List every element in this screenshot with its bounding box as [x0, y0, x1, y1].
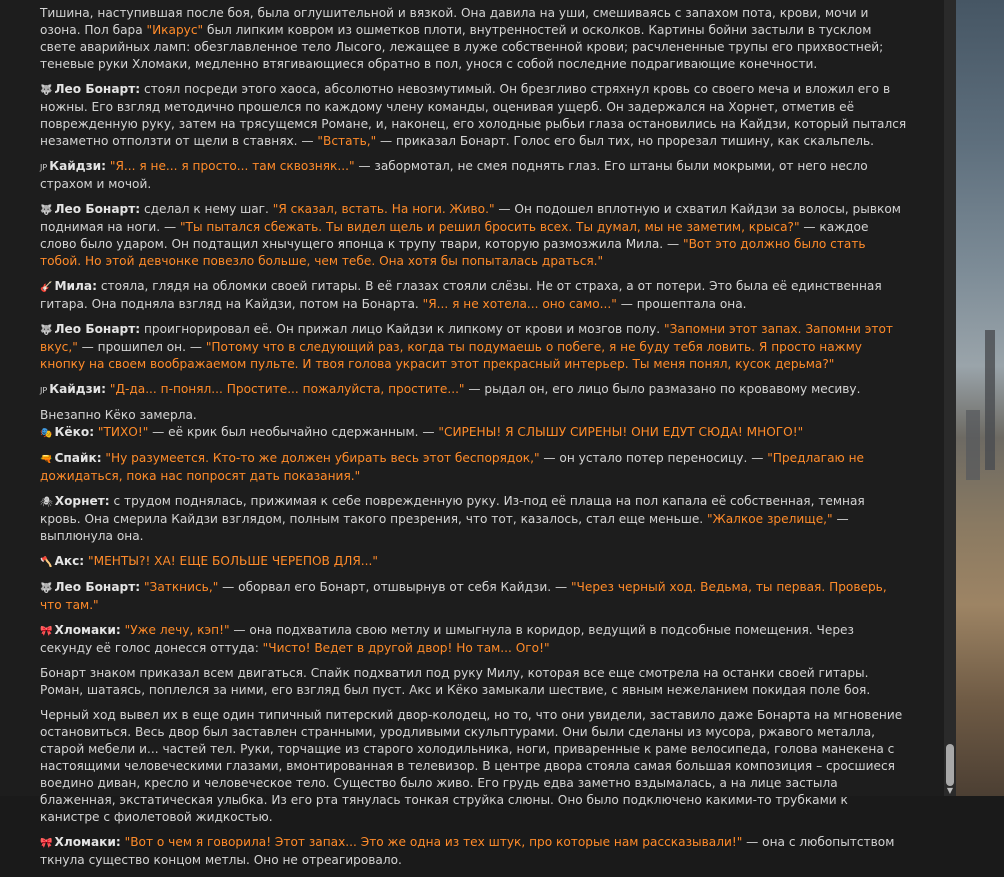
character-message: JP Кайдзи: "Д-да... п-понял... Простите... пожалуйста, простите..." — рыдал он, его лицо было размазано по кровавому месиву. [40, 381, 908, 399]
background-tower [966, 410, 980, 480]
character-message: 🕷 Хорнет: с трудом поднялась, прижимая к себе поврежденную руку. Из-под её плаща на пол капала её собственная, темная кровь. Она смерила Кайдзи взглядом, полным такого презрения, что тот, казалось, стал еще меньше. "Жалкое зрелище," — выплюнула она. [40, 494, 865, 543]
character-message: 🔫 Спайк: "Ну разумеется. Кто-то же должен убирать весь этот беспорядок," — он устало потер переносицу. — "Предлагаю не дожидаться, пока нас попросят дать показания." [40, 451, 864, 483]
wolf-icon: 🐺 [40, 583, 53, 594]
wolf-icon: 🐺 [40, 85, 53, 96]
gun-icon: 🔫 [40, 454, 53, 465]
character-message: 🎀 Хломаки: "Вот о чем я говорила! Этот запах... Это же одна из тех штук, про которые нам рассказывали!" — она с любопытством ткнула существо концом метлы. Оно не отреагировало. [40, 835, 895, 867]
character-message: JP Кайдзи: "Я... я не... я просто... там сквозняк..." — забормотал, не смея поднять глаз. Его штаны были мокрыми, от него несло страхом и мочой. [40, 159, 868, 191]
mask-icon: 🎭 [40, 428, 53, 439]
character-message: 🎭 Кёко: "ТИХО!" — её крик был необычайно сдержанным. — "СИРЕНЫ! Я СЛЫШУ СИРЕНЫ! ОНИ ЕДУТ СЮДА! МНОГО!" [40, 424, 908, 442]
ribbon-icon: 🎀 [40, 838, 53, 849]
scrollbar-thumb[interactable] [946, 744, 954, 786]
character-message: 🎀 Хломаки: "Уже лечу, кэп!" — она подхватила свою метлу и шмыгнула в коридор, ведущий в подсобные помещения. Через секунду её голос донесся оттуда: "Чисто! Ведет в другой двор! Но там... Ого!" [40, 623, 854, 655]
spider-icon: 🕷 [40, 497, 53, 508]
jp-flag-icon: JP [40, 163, 48, 172]
wolf-icon: 🐺 [40, 205, 53, 216]
character-message: 🎸 Мила: стояла, глядя на обломки своей гитары. В её глазах стояли слёзы. Не от страха, а от потери. Это была её единственная гитара. Она подняла взгляд на Кайдзи, потом на Бонарта. "Я... я не хотела... оно само..." — прошептала она. [40, 279, 882, 311]
scrollbar-track[interactable] [944, 0, 956, 796]
narration-message: Черный ход вывел их в еще один типичный питерский двор-колодец, но то, что они увидели, заставило даже Бонарта на мгновение остановиться. Весь двор был заставлен странными, уродливыми скульптурами. Они были сделаны из мусора, ржавого металла, старой мебели и... частей тел. Руки, торчащие из старого холодильника, ноги, приваренные к раме велосипеда, голова манекена с настоящими человеческими глазами, вмонтированная в телевизор. В центре двора стояла самая большая композиция – сросшиеся воедино диван, кресло и человеческое тело. Существо было живо. Его грудь едва заметно вздымалась, а на лице застыла блаженная, экстатическая улыбка. Из его рта тянулась тонкая струйка слюны. Оно было подключено какими-то трубками к канистре с фиолетовой жидкостью. [40, 708, 903, 824]
message-list [40, 5, 908, 877]
ribbon-icon: 🎀 [40, 626, 53, 637]
narration-message: Тишина, наступившая после боя, была оглушительной и вязкой. Она давила на уши, смешиваясь с запахом пота, крови, мочи и озона. Пол бара "Икарус" был липким ковром из ошметков плоти, внутренностей и осколков. Картины бойни застыли в тусклом свете аварийных ламп: обезглавленное тело Лысого, лежащее в луже собственной крови; расчлененные трупы его прихвостней; теневые руки Хломаки, медленно втягивающиеся обратно в пол, унося с собой последние подрагивающие конечности. [40, 6, 884, 71]
character-message: 🐺 Лео Бонарт: стоял посреди этого хаоса, абсолютно невозмутимый. Он брезгливо стряхнул кровь со своего меча и вложил его в ножны. Его взгляд методично прошелся по каждому члену команды, оценивая ущерб. Он задержался на Хорнет, отметив её поврежденную руку, затем на трясущемся Романе, и, наконец, его холодные рыбьи глаза остановились на Кайдзи, который пытался незаметно отползти от щели в ставнях. — "Встать," — приказал Бонарт. Голос его был тих, но прорезал тишину, как скальпель. [40, 82, 907, 148]
character-message: 🪓 Акс: "МЕНТЫ?! ХА! ЕЩЕ БОЛЬШЕ ЧЕРЕПОВ ДЛЯ..." [40, 553, 908, 571]
axe-icon: 🪓 [40, 557, 53, 568]
background-landscape [956, 0, 1004, 796]
scroll-down-arrow-icon[interactable]: ▼ [946, 786, 954, 795]
narration-message: Бонарт знаком приказал всем двигаться. Спайк подхватил под руку Милу, которая все еще смотрела на останки своей гитары. Роман, шатаясь, поплелся за ними, его взгляд был пуст. Акс и Кёко замыкали шествие, с явным нежеланием покидая поле боя. [40, 666, 871, 697]
jp-flag-icon: JP [40, 386, 48, 395]
narration-message: Внезапно Кёко замерла. [40, 408, 197, 422]
character-message: 🐺 Лео Бонарт: проигнорировал её. Он прижал лицо Кайдзи к липкому от крови и мозгов полу. "Запомни этот запах. Запомни этот вкус," — прошипел он. — "Потому что в следующий раз, когда ты подумаешь о побеге, я не буду тебя ловить. Я просто нажму кнопку на своем воображаемом пульте. И твоя голова украсит этот прекрасный интерьер. Ты меня понял, кусок дерьма?" [40, 322, 893, 371]
background-tower [985, 330, 995, 470]
character-message: 🐺 Лео Бонарт: сделал к нему шаг. "Я сказал, встать. На ноги. Живо." — Он подошел вплотную и схватил Кайдзи за волосы, рывком поднимая на ноги. — "Ты пытался сбежать. Ты видел щель и решил бросить всех. Ты думал, мы не заметим, крыса?" — каждое слово было ударом. Он подтащил хнычущего японца к трупу твари, которую размозжила Мила. — "Вот это должно было стать тобой. Но этой девчонке повезло больше, чем тебе. Она хотя бы попыталась драться." [40, 202, 901, 268]
character-message: 🐺 Лео Бонарт: "Заткнись," — оборвал его Бонарт, отшвырнув от себя Кайдзи. — "Через черный ход. Ведьма, ты первая. Проверь, что там." [40, 580, 887, 612]
guitar-icon: 🎸 [40, 282, 53, 293]
wolf-icon: 🐺 [40, 325, 53, 336]
